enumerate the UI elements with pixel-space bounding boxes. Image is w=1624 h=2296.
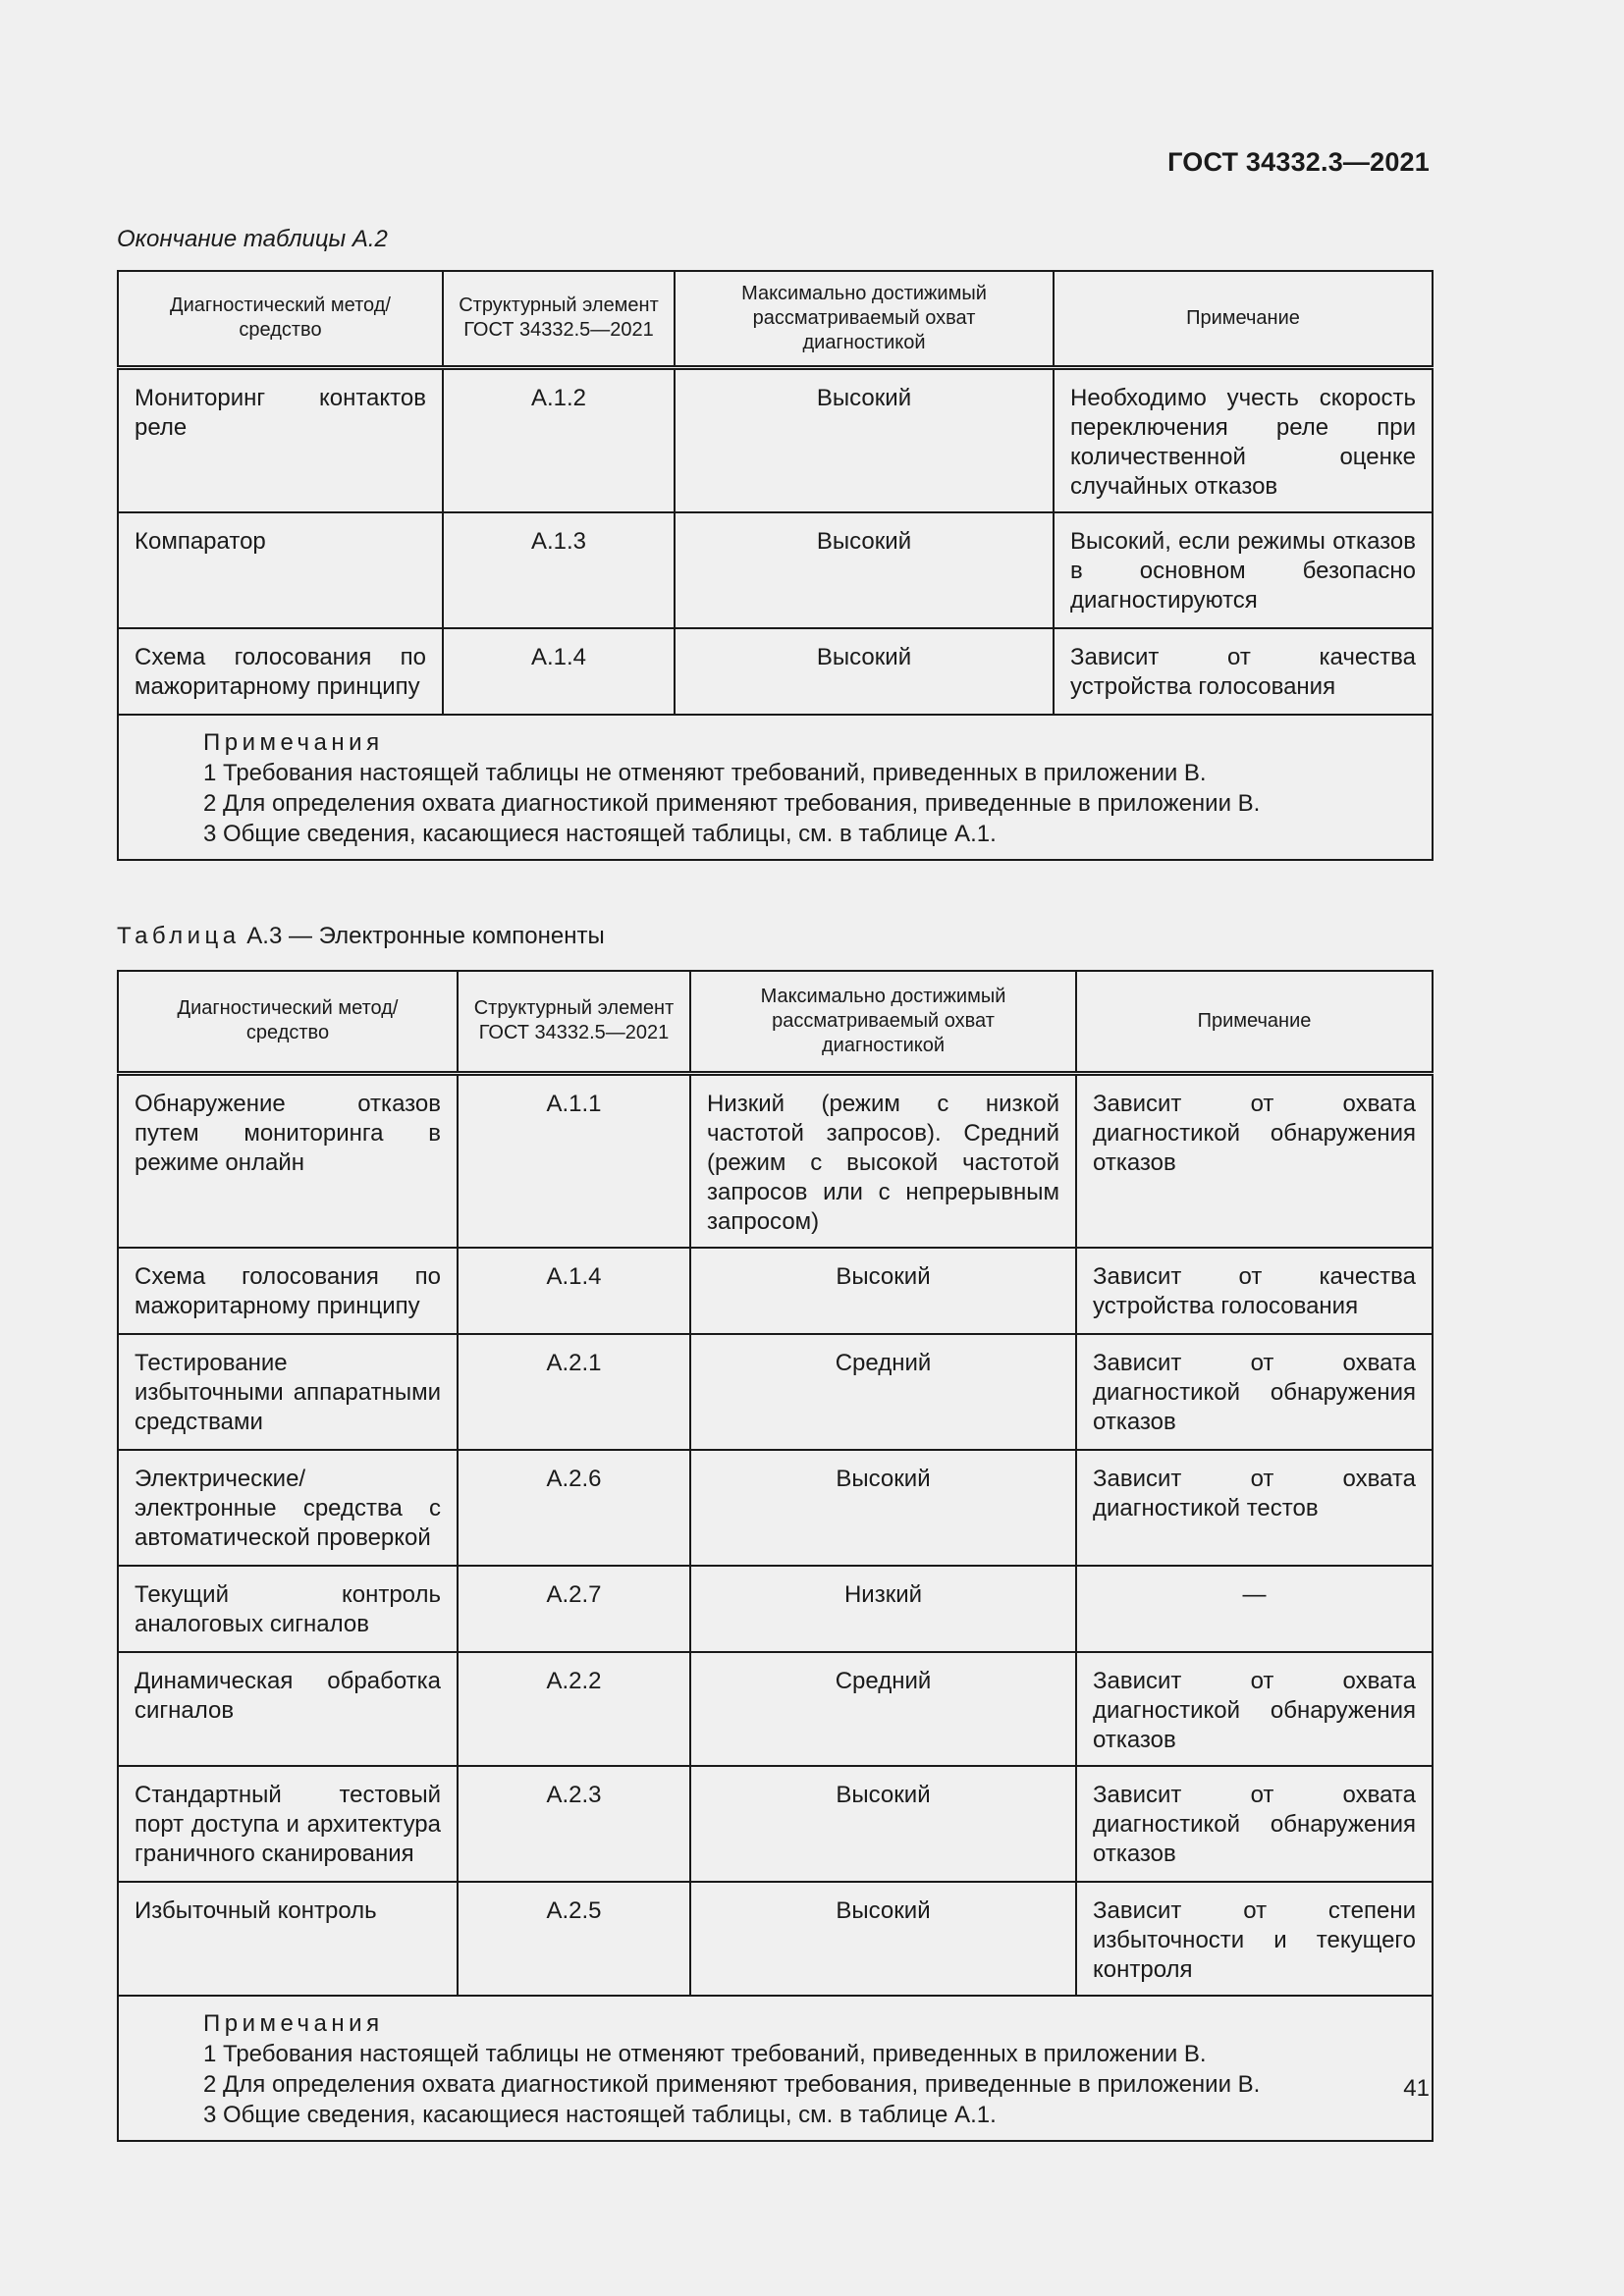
note-line: 1 Требования настоящей таблицы не отменяют требований, приведенных в приложении В. [203,759,1207,786]
note-cell: Зависит от охвата диагностикой обнаружения отказов [1093,1667,1416,1753]
element-cell: А.1.4 [530,643,587,670]
element-cell: А.2.2 [546,1667,602,1694]
note-cell: Зависит от степени избыточности и текущего контроля [1093,1896,1416,1983]
element-cell: А.1.2 [530,384,587,411]
note-line: 2 Для определения охвата диагностикой применяют требования, приведенные в приложении В. [203,789,1261,817]
table-row [118,1566,1433,1652]
coverage-cell: Средний [835,1667,932,1694]
table-a3 [117,970,1434,2142]
coverage-cell: Высокий [836,1781,931,1808]
method-cell: Тестирование избыточными аппаратными средствами [135,1349,441,1435]
element-cell: А.1.4 [546,1262,602,1290]
element-cell: А.2.5 [546,1896,602,1924]
element-cell: А.2.1 [546,1349,602,1376]
table-row [118,1248,1433,1334]
table-notes [119,716,1432,859]
note-cell: Зависит от качества устройства голосования [1093,1262,1416,1319]
table-a3-caption-text: А.3 — Электронные компоненты [246,923,605,949]
column-header-note: Примечание [1054,271,1433,367]
standard-designation: ГОСТ 34332.3—2021 [1167,147,1430,177]
coverage-cell: Высокий [816,384,912,411]
note-line: 3 Общие сведения, касающиеся настоящей таблицы, см. в таблице А.1. [203,2101,997,2128]
note-line: 1 Требования настоящей таблицы не отменяют требований, приведенных в приложении В. [203,2040,1207,2067]
method-cell: Избыточный контроль [135,1896,377,1924]
method-cell: Стандартный тестовый порт доступа и архитектура граничного сканирования [135,1781,441,1867]
table-row [118,367,1433,512]
coverage-cell: Высокий [816,527,912,555]
column-header-element: Структурный элемент ГОСТ 34332.5—2021 [443,271,675,367]
coverage-cell: Высокий [836,1465,931,1492]
table-a3-caption [117,923,605,950]
column-header-element: Структурный элемент ГОСТ 34332.5—2021 [458,971,690,1073]
table-row [118,1334,1433,1450]
column-header-method: Диагностический метод/средство [118,971,458,1073]
coverage-cell: Низкий [843,1580,923,1608]
table-row [118,1652,1433,1766]
note-cell: Зависит от охвата диагностикой обнаружения отказов [1093,1781,1416,1867]
table-row [118,1882,1433,1996]
table-row [118,1450,1433,1566]
method-cell: Электрические/электронные средства с автоматической проверкой [135,1465,441,1551]
table-notes-row [118,715,1433,860]
method-cell: Мониторинг контактов реле [135,384,426,441]
table-notes [119,1997,1432,2140]
coverage-cell: Низкий (режим с низкой частотой запросов). Средний (режим с высокой частотой запросов или с непрерывным запросом) [707,1090,1059,1235]
method-cell: Схема голосования по мажоритарному принципу [135,643,426,700]
column-header-note: Примечание [1076,971,1433,1073]
note-cell: Необходимо учесть скорость переключения реле при количественной оценке случайных отказов [1070,384,1416,500]
notes-title: Примечания [203,2009,384,2037]
coverage-cell: Высокий [836,1896,931,1924]
table-row [118,512,1433,628]
coverage-cell: Высокий [816,643,912,670]
table-a3-caption-prefix: Таблица [117,923,241,949]
note-cell: — [1242,1580,1267,1608]
note-line: 3 Общие сведения, касающиеся настоящей таблицы, см. в таблице А.1. [203,820,997,847]
note-cell: Зависит от охвата диагностикой тестов [1093,1465,1416,1522]
coverage-cell: Высокий [836,1262,931,1290]
notes-title: Примечания [203,728,384,756]
table-a2 [117,270,1434,861]
note-cell: Зависит от качества устройства голосования [1070,643,1416,700]
table-row [118,1073,1433,1248]
element-cell: А.2.7 [546,1580,602,1608]
method-cell: Обнаружение отказов путем мониторинга в режиме онлайн [135,1090,441,1176]
note-cell: Зависит от охвата диагностикой обнаружения отказов [1093,1090,1416,1176]
table-row [118,1766,1433,1882]
note-line: 2 Для определения охвата диагностикой применяют требования, приведенные в приложении В. [203,2070,1261,2098]
note-cell: Зависит от охвата диагностикой обнаружения отказов [1093,1349,1416,1435]
column-header-method: Диагностический метод/средство [118,271,443,367]
element-cell: А.1.3 [530,527,587,555]
column-header-coverage: Максимально достижимый рассматриваемый охват диагностикой [675,271,1054,367]
element-cell: А.2.6 [546,1465,602,1492]
table-row [118,628,1433,715]
table-notes-row [118,1996,1433,2141]
column-header-coverage: Максимально достижимый рассматриваемый охват диагностикой [690,971,1076,1073]
coverage-cell: Средний [835,1349,932,1376]
note-cell: Высокий, если режимы отказов в основном безопасно диагностируются [1070,527,1416,614]
page-number: 41 [1403,2075,1430,2102]
table-a2-caption: Окончание таблицы А.2 [117,226,388,252]
method-cell: Текущий контроль аналоговых сигналов [135,1580,441,1637]
element-cell: А.1.1 [546,1090,602,1117]
method-cell: Схема голосования по мажоритарному принципу [135,1262,441,1319]
method-cell: Компаратор [135,527,266,555]
method-cell: Динамическая обработка сигналов [135,1667,441,1724]
element-cell: А.2.3 [546,1781,602,1808]
